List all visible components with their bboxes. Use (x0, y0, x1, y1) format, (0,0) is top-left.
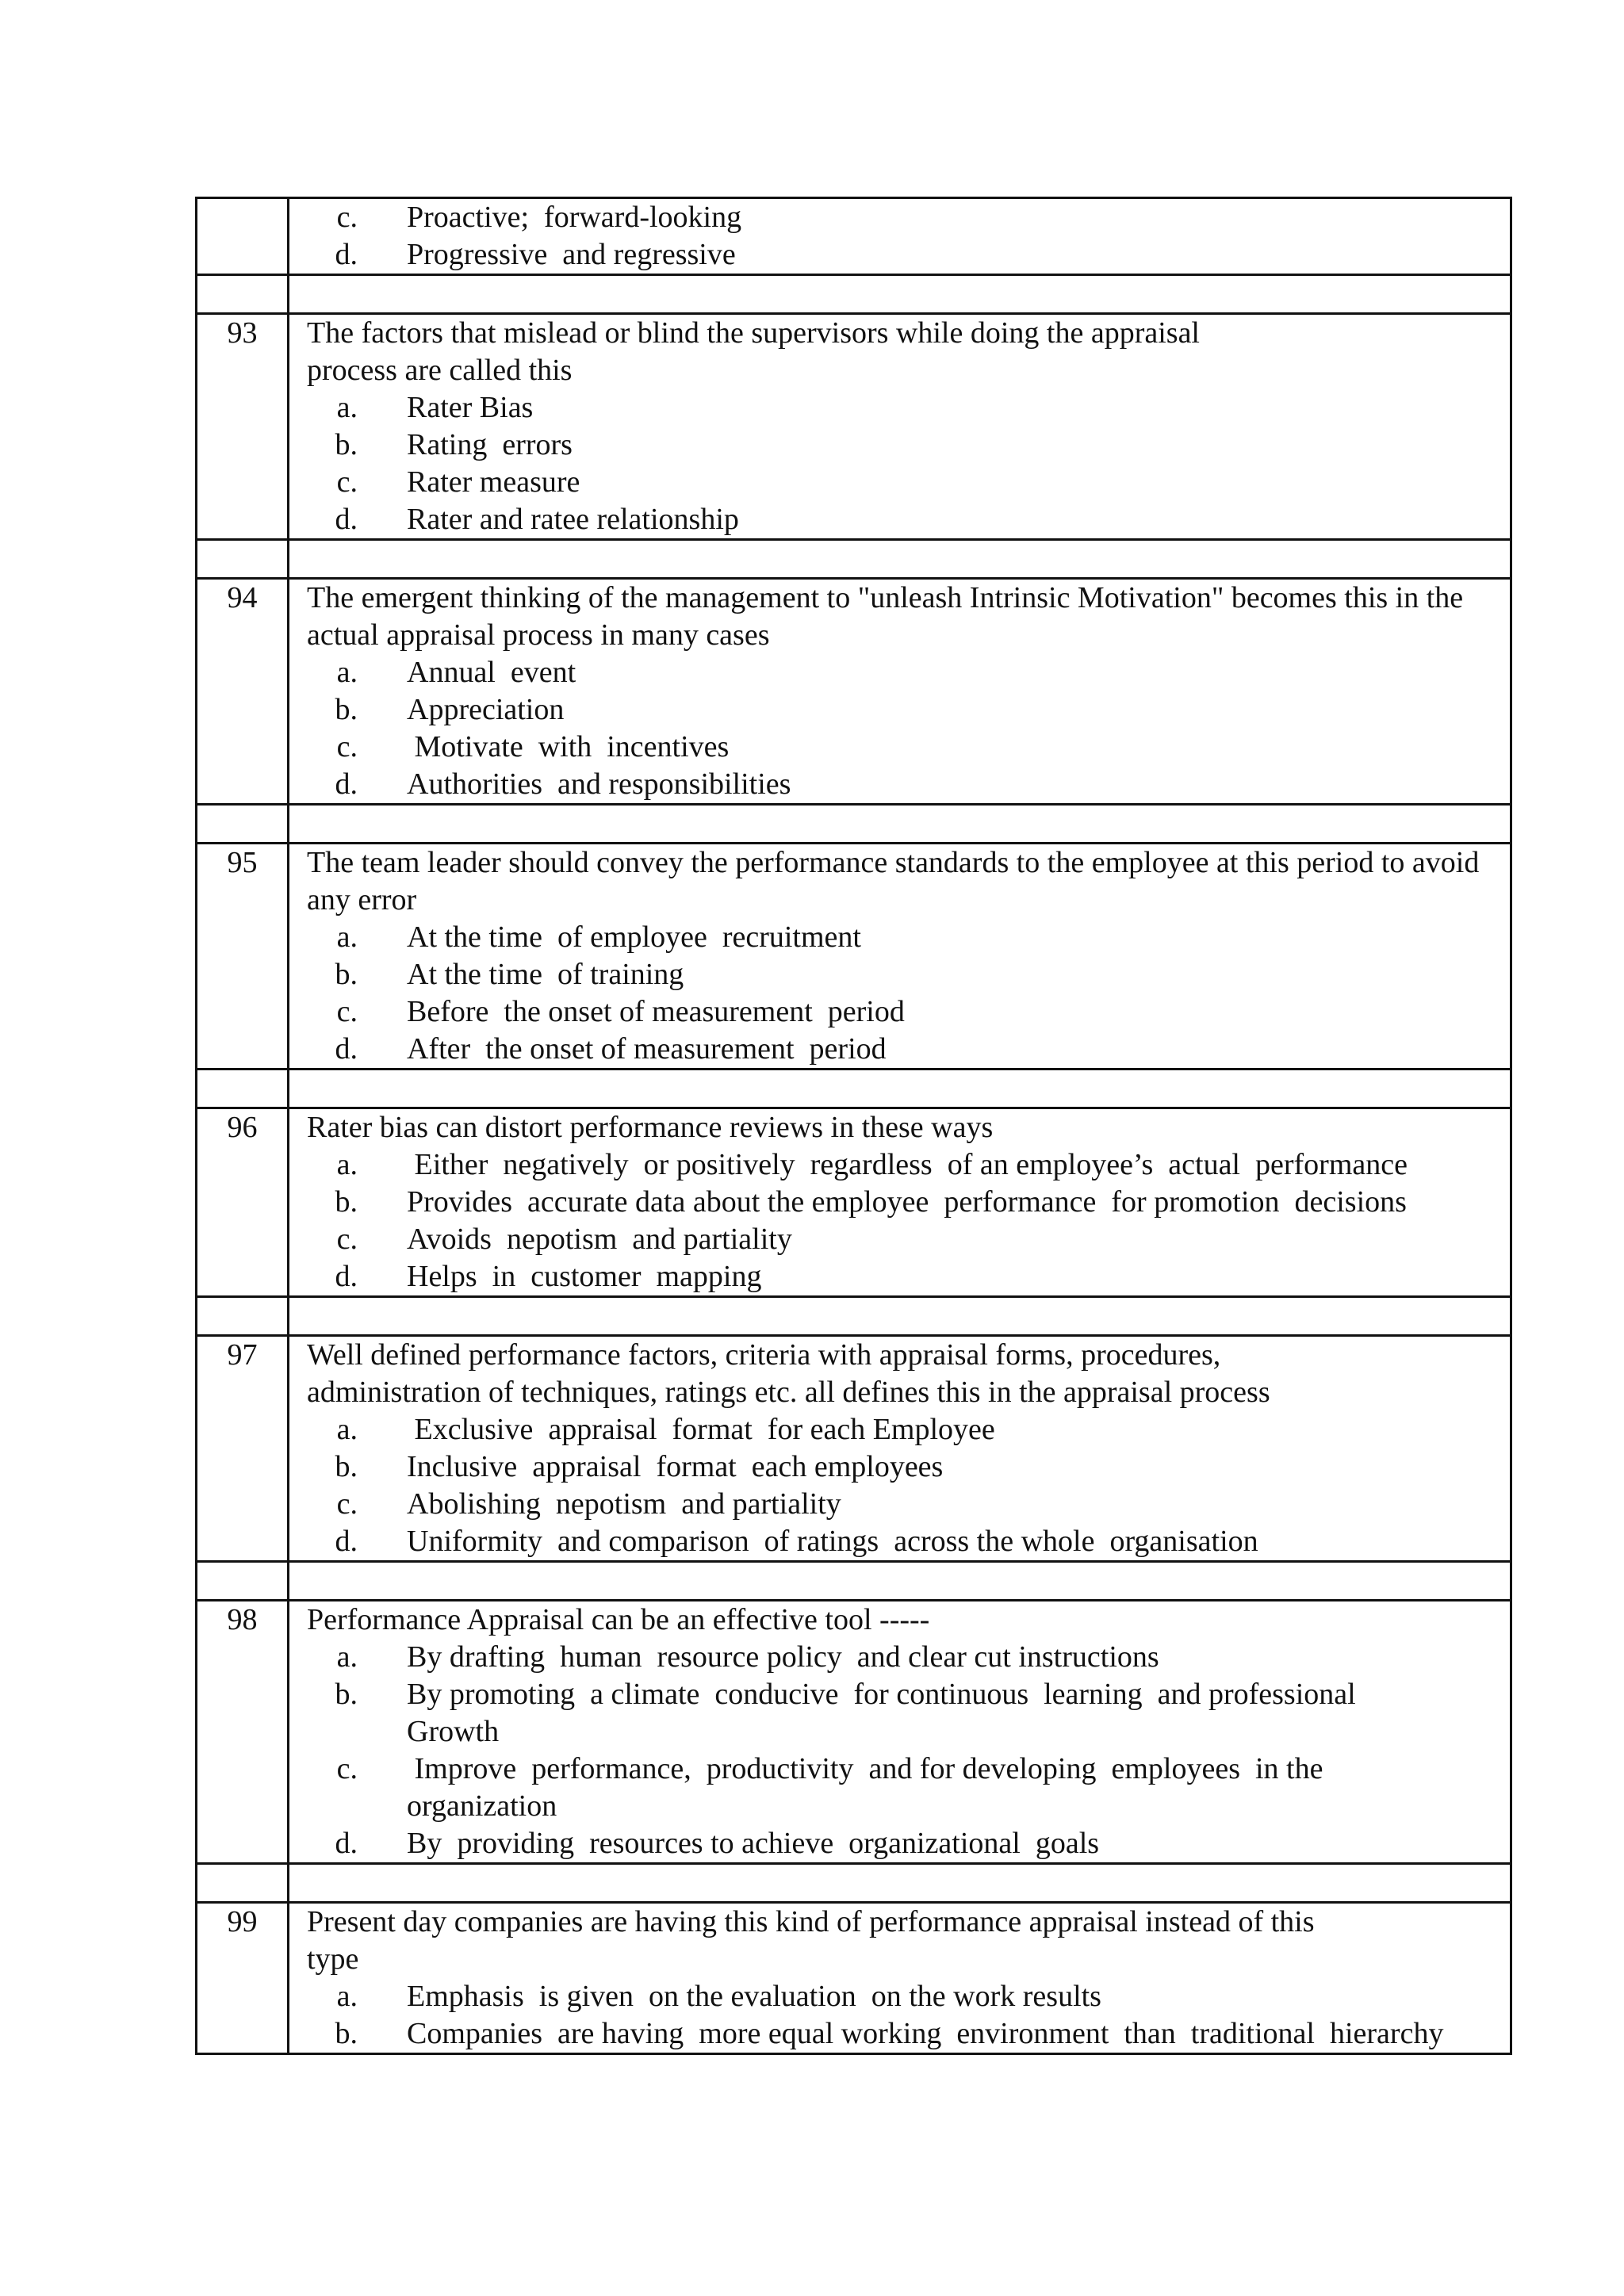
option-letter: c. (336, 1223, 358, 1256)
question-row (197, 1336, 1511, 1562)
question-body (289, 314, 1511, 540)
option-text: Inclusive appraisal format each employees (407, 1450, 944, 1483)
answer-options (307, 919, 1500, 1068)
answer-option (307, 654, 1500, 691)
question-table (195, 197, 1512, 2055)
option-text: Before the onset of measurement period (407, 995, 905, 1028)
answer-option (307, 236, 1500, 274)
answer-options (307, 654, 1500, 803)
option-letter: a. (336, 1980, 358, 2013)
answer-option (307, 1523, 1500, 1560)
spacer-row (197, 275, 1511, 314)
option-text: Authorities and responsibilities (407, 767, 791, 801)
question-stem: The factors that mislead or blind the supervisors while doing the appraisal process are called this (307, 316, 1200, 387)
option-text: Provides accurate data about the employee performance for promotion decisions (407, 1185, 1407, 1219)
spacer-cell (197, 540, 289, 579)
option-text: Appreciation (407, 693, 565, 726)
question-body (289, 844, 1511, 1070)
option-letter: a. (336, 1413, 358, 1446)
option-letter: c. (336, 730, 358, 763)
answer-option (307, 389, 1500, 427)
answer-option (307, 1146, 1500, 1184)
answer-option (307, 1031, 1500, 1068)
answer-options (307, 199, 1500, 274)
answer-option (307, 1825, 1500, 1862)
option-text: Rating errors (407, 428, 573, 461)
question-stem: The emergent thinking of the management to "unleash Intrinsic Motivation" becomes this in the actual appraisal process in many cases (307, 581, 1464, 652)
option-text: By promoting a climate conducive for continuous learning and professional Growth (407, 1678, 1364, 1748)
answer-option (307, 1448, 1500, 1486)
option-letter: b. (335, 2017, 358, 2050)
spacer-cell (197, 805, 289, 844)
question-body (289, 1903, 1511, 2054)
option-text: Motivate with incentives (407, 730, 730, 763)
spacer-row (197, 1562, 1511, 1601)
question-row (197, 1903, 1511, 2054)
question-number (197, 198, 289, 275)
answer-options (307, 389, 1500, 538)
option-text: Emphasis is given on the evaluation on the work results (407, 1980, 1101, 2013)
option-letter: c. (336, 1752, 358, 1785)
option-letter: c. (336, 995, 358, 1028)
option-letter: b. (335, 428, 358, 461)
answer-option (307, 1676, 1500, 1751)
question-body (289, 1108, 1511, 1297)
spacer-cell (289, 1297, 1511, 1336)
answer-option (307, 919, 1500, 956)
question-table-body (197, 198, 1511, 2054)
answer-option (307, 2015, 1500, 2053)
answer-option (307, 729, 1500, 766)
spacer-row (197, 1297, 1511, 1336)
question-stem: The team leader should convey the performance standards to the employee at this period to avoid any error (307, 846, 1480, 916)
question-row (197, 1108, 1511, 1297)
answer-option (307, 501, 1500, 538)
option-letter: c. (336, 465, 358, 499)
question-row (197, 1601, 1511, 1864)
question-body (289, 198, 1511, 275)
spacer-row (197, 805, 1511, 844)
option-letter: b. (335, 1678, 358, 1711)
answer-option (307, 956, 1500, 993)
question-stem: Performance Appraisal can be an effective tool ----- (307, 1603, 930, 1636)
spacer-cell (197, 1297, 289, 1336)
question-number: 99 (197, 1903, 289, 2054)
option-letter: a. (336, 656, 358, 689)
answer-option (307, 993, 1500, 1031)
option-letter: b. (335, 1450, 358, 1483)
spacer-cell (197, 1864, 289, 1903)
option-text: At the time of training (407, 958, 684, 991)
answer-options (307, 1411, 1500, 1560)
question-body (289, 1336, 1511, 1562)
option-text: Uniformity and comparison of ratings across the whole organisation (407, 1525, 1258, 1558)
question-row (197, 198, 1511, 275)
answer-option (307, 199, 1500, 236)
question-number: 98 (197, 1601, 289, 1864)
option-text: Progressive and regressive (407, 238, 736, 271)
question-number: 94 (197, 579, 289, 805)
question-number: 93 (197, 314, 289, 540)
question-row (197, 314, 1511, 540)
option-text: Either negatively or positively regardless of an employee’s actual performance (407, 1148, 1408, 1181)
spacer-row (197, 540, 1511, 579)
option-text: Rater measure (407, 465, 580, 499)
option-text: Annual event (407, 656, 576, 689)
spacer-row (197, 1864, 1511, 1903)
option-letter: b. (335, 958, 358, 991)
option-letter: b. (335, 693, 358, 726)
option-text: At the time of employee recruitment (407, 920, 861, 954)
option-letter: c. (336, 1487, 358, 1521)
option-letter: d. (335, 503, 358, 536)
option-letter: d. (335, 1827, 358, 1860)
answer-option (307, 464, 1500, 501)
option-letter: d. (335, 1032, 358, 1066)
option-letter: d. (335, 1525, 358, 1558)
spacer-cell (289, 1562, 1511, 1601)
option-letter: a. (336, 391, 358, 424)
option-text: By providing resources to achieve organizational goals (407, 1827, 1100, 1860)
option-text: Abolishing nepotism and partiality (407, 1487, 841, 1521)
question-number: 95 (197, 844, 289, 1070)
answer-options (307, 1978, 1500, 2053)
option-letter: d. (335, 238, 358, 271)
question-number: 97 (197, 1336, 289, 1562)
option-text: Rater and ratee relationship (407, 503, 739, 536)
option-text: Exclusive appraisal format for each Employee (407, 1413, 995, 1446)
answer-option (307, 1978, 1500, 2015)
option-text: Companies are having more equal working environment than traditional hierarchy (407, 2017, 1444, 2050)
answer-option (307, 427, 1500, 464)
option-text: Proactive; forward-looking (407, 201, 742, 234)
answer-option (307, 1486, 1500, 1523)
answer-options (307, 1146, 1500, 1295)
spacer-cell (197, 1562, 289, 1601)
option-text: Helps in customer mapping (407, 1260, 762, 1293)
option-letter: a. (336, 1148, 358, 1181)
question-row (197, 844, 1511, 1070)
option-text: After the onset of measurement period (407, 1032, 887, 1066)
spacer-cell (197, 1070, 289, 1108)
spacer-row (197, 1070, 1511, 1108)
option-letter: b. (335, 1185, 358, 1219)
answer-options (307, 1639, 1500, 1862)
answer-option (307, 1411, 1500, 1448)
question-stem: Well defined performance factors, criteria with appraisal forms, procedures, administration of techniques, ratings etc. all defines this in the appraisal process (307, 1338, 1270, 1409)
option-letter: d. (335, 767, 358, 801)
spacer-cell (289, 1864, 1511, 1903)
option-text: By drafting human resource policy and clear cut instructions (407, 1640, 1159, 1674)
answer-option (307, 691, 1500, 729)
option-letter: a. (336, 1640, 358, 1674)
option-letter: d. (335, 1260, 358, 1293)
spacer-cell (197, 275, 289, 314)
option-text: Improve performance, productivity and for developing employees in the organization (407, 1752, 1331, 1823)
spacer-cell (289, 1070, 1511, 1108)
option-text: Rater Bias (407, 391, 534, 424)
answer-option (307, 1221, 1500, 1258)
option-letter: c. (336, 201, 358, 234)
question-number: 96 (197, 1108, 289, 1297)
question-body (289, 579, 1511, 805)
spacer-cell (289, 805, 1511, 844)
spacer-cell (289, 275, 1511, 314)
answer-option (307, 1751, 1500, 1825)
option-text: Avoids nepotism and partiality (407, 1223, 792, 1256)
answer-option (307, 766, 1500, 803)
question-body (289, 1601, 1511, 1864)
question-stem: Rater bias can distort performance reviews in these ways (307, 1111, 994, 1144)
option-letter: a. (336, 920, 358, 954)
question-row (197, 579, 1511, 805)
answer-option (307, 1639, 1500, 1676)
question-stem: Present day companies are having this kind of performance appraisal instead of this type (307, 1905, 1315, 1976)
answer-option (307, 1258, 1500, 1295)
spacer-cell (289, 540, 1511, 579)
answer-option (307, 1184, 1500, 1221)
